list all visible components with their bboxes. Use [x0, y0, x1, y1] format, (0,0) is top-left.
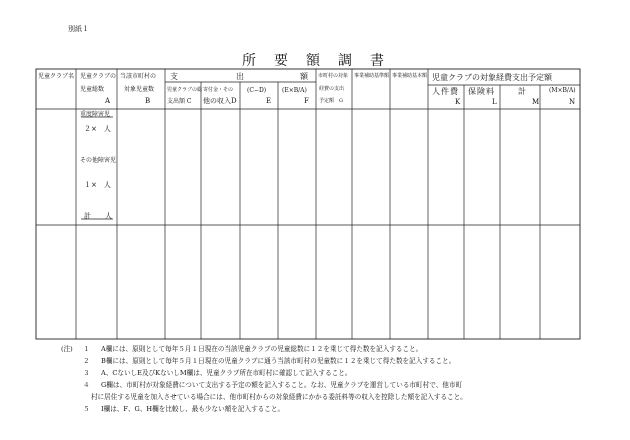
table-border [36, 69, 580, 339]
header-standard-1: 事業補助基準額 [354, 73, 390, 79]
header-personnel-letter: K [455, 98, 461, 106]
header-expense-f-letter: F [304, 97, 309, 105]
header-expense-c-1: 児童クラブの総 [167, 87, 203, 93]
note-item: ３ A、CないしE及びKないしM欄は、児童クラブ所在市町村に確認して記入すること。 [83, 369, 352, 377]
note-item: ４ G欄は、市町村が対象経費について支出する予定の額を記入すること。なお、児童クラブを運営している市町村で、他市町 [83, 381, 463, 389]
header-insurance: 保険料 [468, 87, 495, 96]
header-standard-2: 事業補助基本額 [392, 73, 428, 79]
header-child-total-2: 児童総数 [80, 86, 105, 93]
attachment-label: 別紙１ [68, 25, 89, 33]
header-insurance-letter: L [492, 98, 497, 106]
notes-section [61, 343, 467, 415]
header-expense-d-letter: D [231, 97, 237, 105]
header-club-name: 児童クラブ名 [38, 73, 75, 80]
header-personnel: 人件費 [432, 87, 459, 96]
header-expense-d-2: 他の収入 [203, 97, 231, 105]
header-formula-n-letter: N [569, 98, 576, 106]
header-municipal-1: 市町村の対象 [318, 73, 349, 79]
header-child-total-letter: A [105, 97, 111, 105]
header-expense-c-2: 支出額 C [167, 98, 192, 105]
note-item-continued: 村に居住する児童を加入させている場合には、他市町村からの対象経費にかかる委託料等の収入を控除した額を記入すること。 [91, 393, 467, 401]
label-disabled: 重度障害児 [80, 111, 111, 118]
header-target-children-1: 当該市町村の [120, 73, 157, 80]
label-other-count: １× 人 [84, 181, 111, 189]
header-target-children-2: 対象児童数 [124, 86, 155, 93]
header-expense-e-1: (C−D) [247, 87, 267, 94]
header-expense-e-letter: E [266, 97, 272, 105]
header-expense-2: 出 [236, 72, 244, 81]
header-target-children-letter: B [145, 97, 151, 105]
header-club-expense: 児童クラブの対象経費支出予定額 [432, 73, 552, 82]
document-title: 所 要 額 調 書 [242, 53, 386, 69]
header-municipal-3: 予定額 G [319, 98, 343, 104]
label-other: その他障害児 [80, 157, 117, 164]
notes-marker: (注) [61, 345, 73, 353]
label-total: 計 人 [84, 212, 112, 220]
label-disabled-count: ２× 人 [84, 125, 111, 133]
header-total-letter: M [532, 98, 540, 106]
note-item: ５ I欄は、F、G、H欄を比較し、最も少ない額を記入すること。 [83, 405, 285, 413]
header-expense-f-1: (E×B/A) [282, 87, 307, 94]
header-total: 計 [518, 87, 526, 96]
header-formula-n: (M×B/A) [549, 87, 576, 94]
header-expense-3: 額 [300, 72, 308, 81]
header-municipal-2: 経費の支出 [319, 86, 345, 92]
header-expense-d-1: 寄付金・その [203, 87, 234, 93]
note-item: ２ B欄には、原則として毎年５月１日現在の児童クラブに通う当該市町村の児童数に１２を乗じて得た数を記入すること。 [83, 357, 456, 365]
header-child-total-1: 児童クラブの [80, 73, 117, 80]
note-item: (注) １ A欄には、原則として毎年５月１日現在の当該児童クラブの児童総数に１２を乗じて得た数を記入すること。 [61, 345, 423, 353]
header-expense-1: 支 [170, 72, 178, 81]
